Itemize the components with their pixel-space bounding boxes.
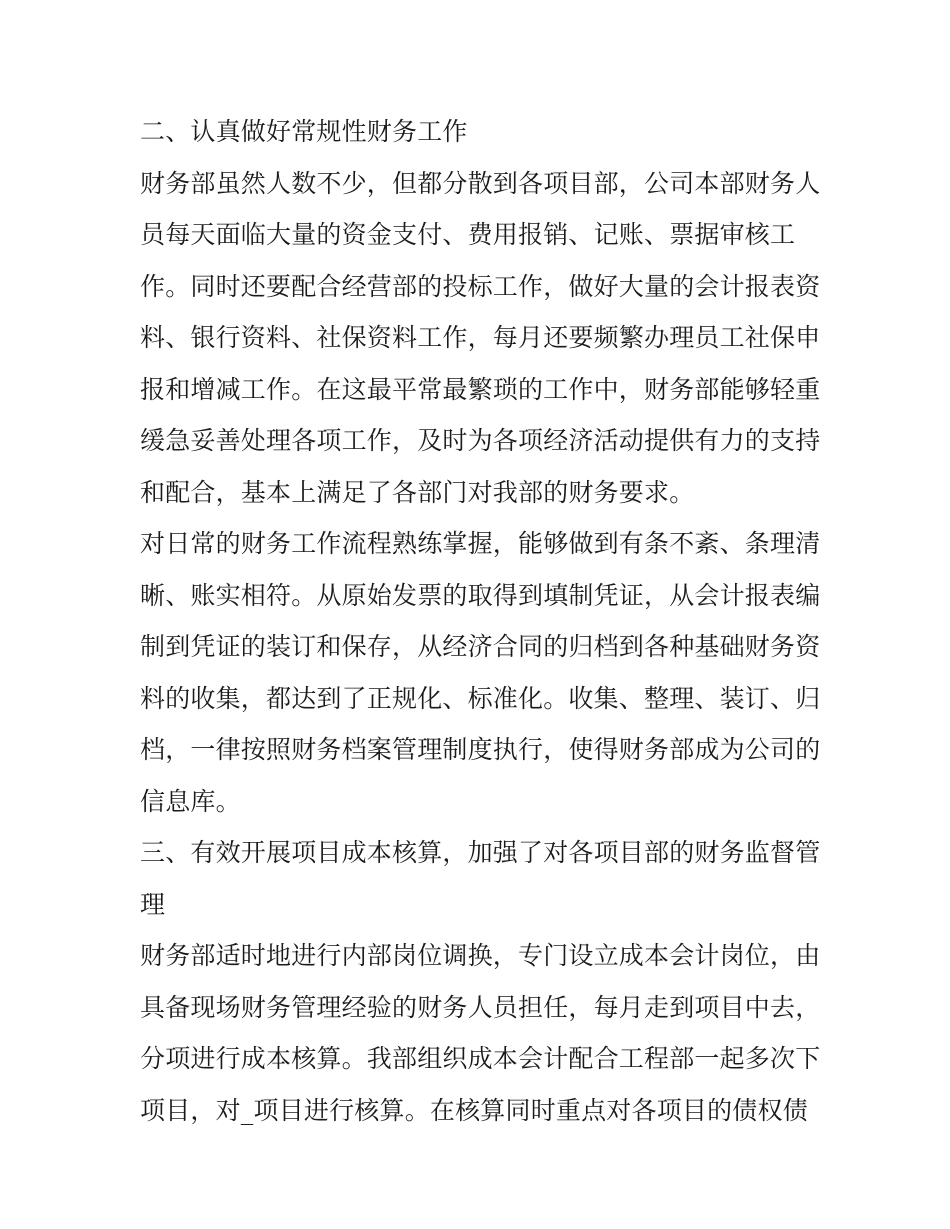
- text-line: 和配合，基本上满足了各部门对我部的财务要求。: [140, 477, 695, 507]
- text-line: 报和增减工作。在这最平常最繁琐的工作中，财务部能够轻重: [140, 374, 821, 404]
- section-heading-2: 二、认真做好常规性财务工作: [140, 117, 468, 146]
- text-line: 料、银行资料、社保资料工作，每月还要频繁办理员工社保申: [140, 323, 821, 352]
- text-line: 晰、账实相符。从原始发票的取得到填制凭证，从会计报表编: [140, 580, 821, 610]
- text-line: 料的收集，都达到了正规化、标准化。收集、整理、装订、归: [140, 683, 821, 713]
- text-line: 财务部虽然人数不少，但都分散到各项目部，公司本部财务人: [140, 168, 821, 198]
- document-body: [140, 106, 821, 1136]
- text-line: 财务部适时地进行内部岗位调换，专门设立成本会计岗位，由: [140, 941, 821, 970]
- text-line: 信息库。: [140, 786, 241, 816]
- text-line: 对日常的财务工作流程熟练掌握，能够做到有条不紊、条理清: [140, 529, 821, 558]
- text-line: 缓急妥善处理各项工作，及时为各项经济活动提供有力的支持: [140, 426, 821, 455]
- text-line: 分项进行成本核算。我部组织成本会计配合工程部一起多次下: [140, 1044, 821, 1073]
- text-line: 员每天面临大量的资金支付、费用报销、记账、票据审核工: [140, 220, 796, 249]
- text-line: 具备现场财务管理经验的财务人员担任，每月走到项目中去，: [140, 992, 821, 1022]
- section-heading-3-cont: 理: [140, 889, 166, 919]
- text-line: 项目，对_项目进行核算。在核算同时重点对各项目的债权债: [140, 1095, 808, 1125]
- section-heading-3: 三、有效开展项目成本核算，加强了对各项目部的财务监督管: [140, 838, 821, 867]
- text-line: 作。同时还要配合经营部的投标工作，做好大量的会计报表资: [140, 271, 821, 301]
- text-line: 制到凭证的装订和保存，从经济合同的归档到各种基础财务资: [140, 632, 821, 661]
- text-line: 档，一律按照财务档案管理制度执行，使得财务部成为公司的: [140, 735, 821, 764]
